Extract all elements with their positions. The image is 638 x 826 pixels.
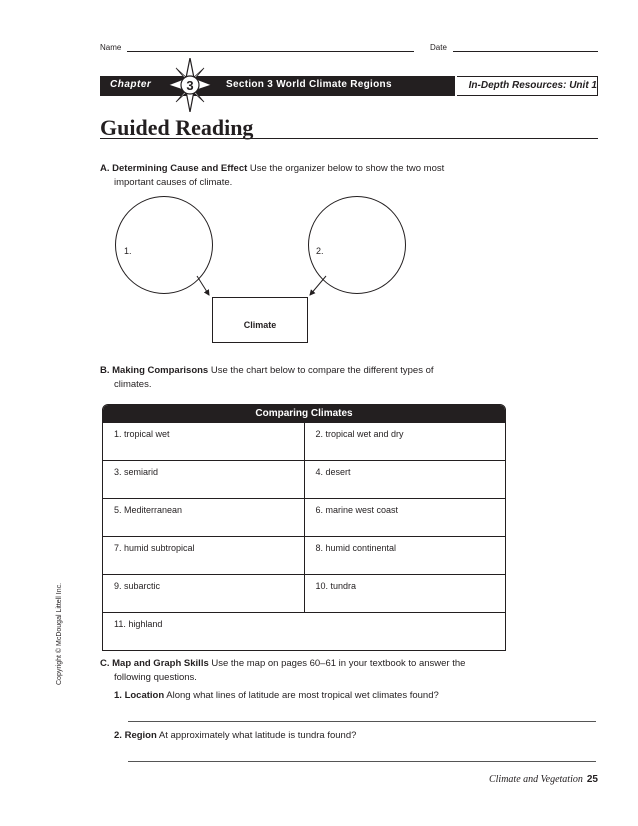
page-footer [489, 774, 598, 785]
section-a-heading: Determining Cause and Effect [112, 163, 248, 174]
question-2 [114, 729, 584, 743]
q2-heading: Region [124, 730, 157, 741]
section-c-text-2: following questions. [114, 672, 197, 683]
section-b-text-1: Use the chart below to compare the different types of [208, 365, 434, 376]
comparing-climates-table [102, 404, 506, 651]
q1-answer-line[interactable] [128, 721, 596, 722]
table-cell[interactable]: 9. subarctic [114, 581, 161, 591]
q1-number: 1. [114, 690, 122, 701]
section-b-heading: Making Comparisons [112, 365, 209, 376]
table-row [103, 498, 505, 536]
table-row [103, 612, 505, 650]
table-row [103, 423, 505, 460]
table-cell[interactable]: 1. tropical wet [114, 429, 170, 439]
section-a-text-2: important causes of climate. [114, 177, 233, 188]
q1-text: Along what lines of latitude are most tropical wet climates found? [164, 690, 439, 701]
section-a-letter: A. [100, 163, 110, 174]
page-number: 25 [586, 774, 598, 785]
table-cell[interactable]: 2. tropical wet and dry [304, 423, 506, 460]
table-row [103, 460, 505, 498]
date-label: Date [430, 43, 447, 52]
table-row [103, 536, 505, 574]
resource-label: In-Depth Resources: Unit 1 [468, 80, 597, 91]
table-cell[interactable]: 11. highland [114, 619, 163, 629]
table-cell[interactable]: 3. semiarid [114, 467, 159, 477]
climate-label: Climate [243, 320, 277, 330]
footer-section: Climate and Vegetation [488, 774, 583, 785]
table-cell[interactable]: 10. tundra [304, 575, 506, 612]
section-a-text-1: Use the organizer below to show the two most [247, 163, 445, 174]
climate-box [212, 297, 308, 343]
table-row [103, 574, 505, 612]
section-b-letter: B. [100, 365, 110, 376]
section-c-heading: Map and Graph Skills [112, 658, 209, 669]
table-cell[interactable]: 5. Mediterranean [114, 505, 183, 515]
chapter-number: 3 [186, 78, 194, 93]
question-1 [114, 689, 584, 703]
q2-text: At approximately what latitude is tundra found? [156, 730, 357, 741]
section-b-text-2: climates. [114, 379, 152, 390]
section-title: Section 3 World Climate Regions [226, 79, 392, 90]
section-b-instructions [100, 364, 520, 392]
cause-2-label: 2. [316, 246, 324, 256]
arrow-1 [197, 276, 209, 295]
section-c-instructions [100, 657, 540, 685]
q1-heading: Location [124, 690, 165, 701]
cause-1-label: 1. [124, 246, 132, 256]
copyright-notice: Copyright © McDougal Littell Inc. [56, 582, 63, 685]
table-cell[interactable]: 8. humid continental [304, 537, 506, 574]
table-cell[interactable]: 6. marine west coast [304, 499, 506, 536]
section-c-letter: C. [100, 658, 110, 669]
table-cell[interactable]: 7. humid subtropical [114, 543, 195, 553]
page-title: Guided Reading [100, 115, 254, 140]
name-label: Name [100, 43, 122, 52]
arrow-2 [310, 276, 326, 295]
table-cell[interactable]: 4. desert [304, 461, 506, 498]
q2-number: 2. [114, 730, 122, 741]
table-title: Comparing Climates [103, 405, 505, 423]
chapter-label: Chapter [110, 79, 152, 90]
section-c-text-1: Use the map on pages 60–61 in your textbook to answer the [208, 658, 466, 669]
q2-answer-line[interactable] [128, 761, 596, 762]
